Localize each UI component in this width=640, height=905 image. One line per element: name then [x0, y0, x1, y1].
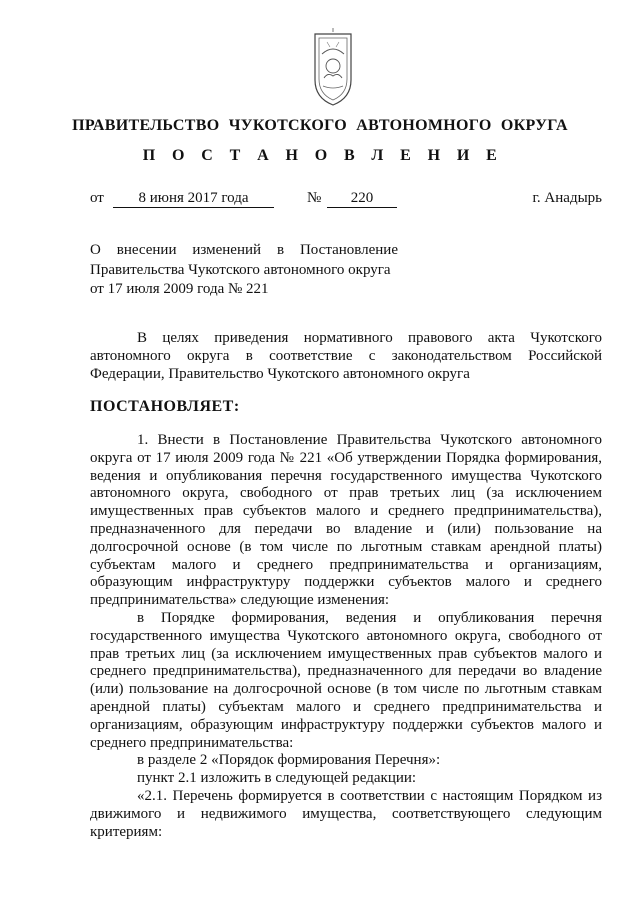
- number-sign: №: [307, 190, 322, 206]
- paragraph-2: в Порядке формирования, ведения и опубликования перечня государственного имущества Чукотского автономного округа, свободного от прав третьих лиц (за исключением имущественных прав субъектов малого и среднего предпринимательства), предназначенного для передачи во владение (или) пользование на долгосрочной основе (в том числе по льготным ставкам арендной платы) субъектам малого и среднего предпринимательства и организациям, образующим инфраструктуру поддержки субъектов малого и среднего предпринимательства:: [90, 609, 602, 751]
- decree-heading: ПОСТАНОВЛЯЕТ:: [90, 398, 240, 415]
- date-prefix: от: [90, 190, 104, 206]
- document-city: г. Анадырь: [532, 190, 602, 206]
- coat-of-arms-icon: [308, 28, 358, 108]
- document-meta-row: [90, 190, 602, 212]
- document-subject: [90, 241, 398, 300]
- paragraph-3: в разделе 2 «Порядок формирования Перечня»:: [137, 752, 441, 769]
- subject-line-1: О внесении изменений в Постановление: [90, 242, 398, 258]
- document-type-title: П О С Т А Н О В Л Е Н И Е: [142, 147, 504, 164]
- decree-body: [90, 432, 602, 841]
- subject-line-3: от 17 июля 2009 года № 221: [90, 281, 269, 297]
- document-date: 8 июня 2017 года: [113, 190, 274, 208]
- government-name: ПРАВИТЕЛЬСТВО ЧУКОТСКОГО АВТОНОМНОГО ОКРУГА: [72, 117, 568, 134]
- paragraph-4: пункт 2.1 изложить в следующей редакции:: [137, 770, 417, 787]
- subject-line-2: Правительства Чукотского автономного округа: [90, 261, 391, 278]
- paragraph-5: «2.1. Перечень формируется в соответствии с настоящим Порядком из движимого и недвижимого имущества, соответствующего следующим критериям:: [90, 787, 602, 840]
- document-number: 220: [327, 190, 397, 208]
- paragraph-1: 1. Внести в Постановление Правительства Чукотского автономного округа от 17 июля 2009 года № 221 «Об утверждении Порядка формирования, ведения и опубликования перечня государственного имущества Чукотского автономного округа, свободного от прав третьих лиц (за исключением имущественных прав субъектов малого и среднего предпринимательства), предназначенного для передачи во владение и (или) пользование на долгосрочной основе (в том числе по льготным ставкам арендной платы) субъектам малого и среднего предпринимательства и организациям, образующим инфраструктуру поддержки субъектов малого и среднего предпринимательства» следующие изменения:: [90, 432, 602, 609]
- preamble-paragraph: В целях приведения нормативного правового акта Чукотского автономного округа в соответствие с законодательством Российской Федерации, Правительство Чукотского автономного округа: [90, 330, 602, 382]
